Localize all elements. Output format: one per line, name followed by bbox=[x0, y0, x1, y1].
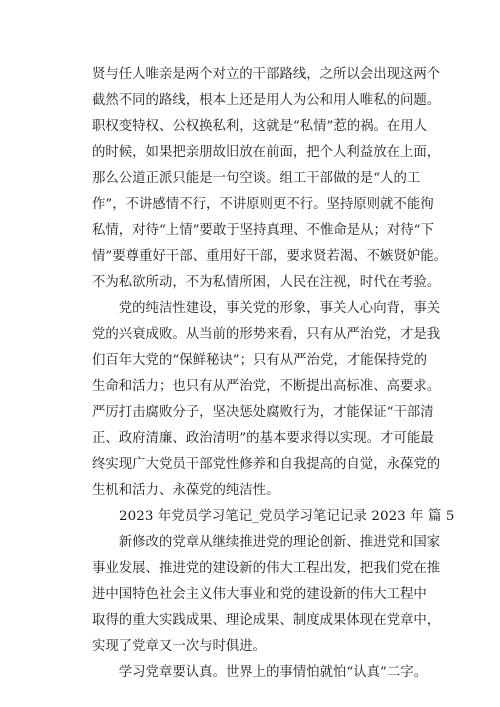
text-line: 作”，不讲感情不行，不讲原则更不行。坚持原则就不能徇 bbox=[92, 197, 434, 212]
text-line: 那么公道正派只能是一句空谈。组工干部做的是“人的工 bbox=[92, 171, 421, 186]
text-line: 进中国特色社会主义伟大事业和党的建设新的伟大工程中 bbox=[92, 587, 427, 602]
text-line: 终实现广大党员干部党性修养和自我提高的自觉，永葆党的 bbox=[92, 457, 441, 472]
text-line: 取得的重大实践成果、理论成果、制度成果体现在党章中， bbox=[92, 613, 441, 628]
document-body bbox=[92, 62, 462, 686]
text-line: 贤与任人唯亲是两个对立的干部路线，之所以会出现这两个 bbox=[92, 67, 441, 82]
text-line: 严厉打击腐败分子，坚决惩处腐败行为，才能保证“干部清 bbox=[92, 405, 434, 420]
text-line: 正、政府清廉、政治清明”的基本要求得以实现。才可能最 bbox=[92, 431, 434, 446]
text-line: 私情，对待“上情”要敢于坚持真理、不惟命是从；对待“下 bbox=[92, 223, 434, 238]
text-line: 实现了党章又一次与时俱进。 bbox=[92, 639, 267, 654]
text-line: 情”要尊重好干部、重用好干部，要求贤若渴、不嫉贤妒能。 bbox=[92, 249, 447, 264]
text-line: 学习党章要认真。世界上的事情怕就怕“认真”二字。 bbox=[92, 665, 428, 680]
text-line: 不为私欲所动，不为私情所困，人民在注视，时代在考验。 bbox=[92, 275, 441, 290]
section-heading: 2023 年党员学习笔记_党员学习笔记记录 2023 年 篇 5 bbox=[92, 509, 455, 524]
text-line: 职权变特权、公权换私利，这就是“私情”惹的祸。在用人 bbox=[92, 119, 428, 134]
text-line: 党的兴衰成败。从当前的形势来看，只有从严治党，才是我 bbox=[92, 327, 441, 342]
text-line: 的时候，如果把亲朋故旧放在前面，把个人利益放在上面， bbox=[92, 145, 441, 160]
text-line: 们百年大党的“保鲜秘诀”；只有从严治党，才能保持党的 bbox=[92, 353, 428, 368]
text-line: 截然不同的路线，根本上还是用人为公和用人唯私的问题。 bbox=[92, 93, 441, 108]
text-line: 事业发展、推进党的建设新的伟大工程出发，把我们党在推 bbox=[92, 561, 441, 576]
text-line: 生机和活力、永葆党的纯洁性。 bbox=[92, 483, 280, 498]
text-line: 生命和活力；也只有从严治党，不断提出高标准、高要求。 bbox=[92, 379, 441, 394]
text-line: 党的纯洁性建设，事关党的形象，事关人心向背，事关 bbox=[92, 301, 441, 316]
text-line: 新修改的党章从继续推进党的理论创新、推进党和国家 bbox=[92, 535, 441, 550]
